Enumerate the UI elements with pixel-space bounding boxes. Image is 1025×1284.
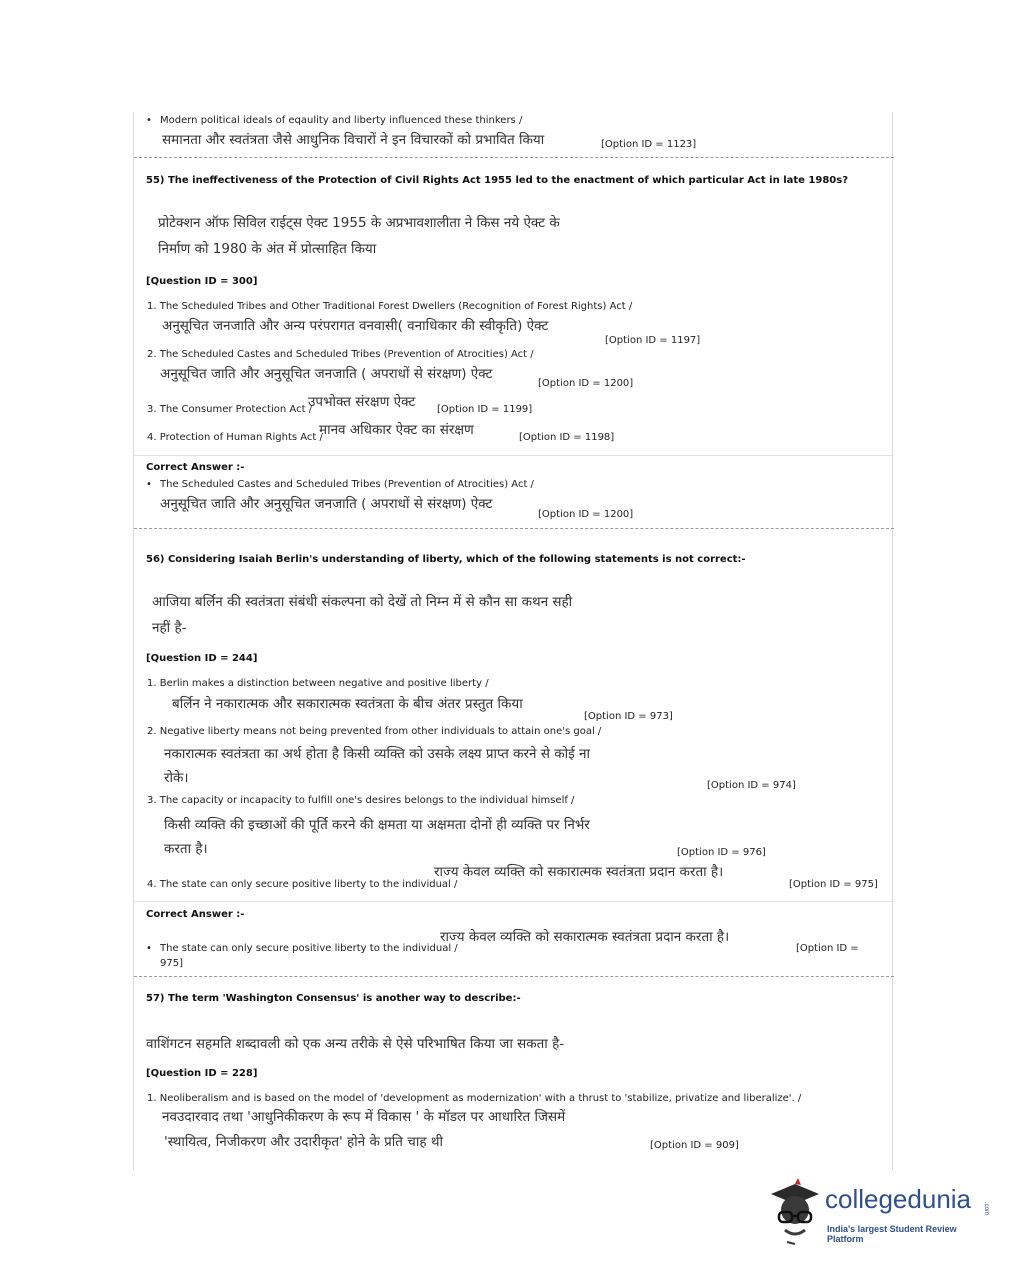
q55-correct-answer-label: Correct Answer :-: [146, 462, 245, 473]
divider: [134, 455, 894, 456]
q56-answer-english: The state can only secure positive liberty to the individual /: [160, 943, 458, 954]
q56-option-3-hindi-line2: करता है।: [164, 841, 208, 857]
question-57-id: [Question ID = 228]: [146, 1068, 258, 1079]
prev-option-english: Modern political ideals of eqaulity and liberty influenced these thinkers /: [160, 115, 523, 126]
q56-option-2-id: [Option ID = 974]: [707, 780, 796, 791]
q55-answer-hindi: अनुसूचित जाति और अनुसूचित जनजाति ( अपराधों से संरक्षण) ऐक्ट: [160, 496, 493, 512]
q55-option-3-hindi: उपभोक्त संरक्षण ऐक्ट: [308, 394, 416, 410]
q55-option-1-english: 1. The Scheduled Tribes and Other Traditional Forest Dwellers (Recognition of Forest Rights) Act /: [147, 301, 633, 312]
graduate-cap-mascot-icon: [765, 1176, 825, 1248]
q56-option-1-hindi: बर्लिन ने नकारात्मक और सकारात्मक स्वतंत्रता के बीच अंतर प्रस्तुत किया: [172, 696, 523, 712]
q57-option-1-id: [Option ID = 909]: [650, 1140, 739, 1151]
q55-answer-english: The Scheduled Castes and Scheduled Tribes (Prevention of Atrocities) Act /: [160, 479, 534, 490]
q55-answer-id: [Option ID = 1200]: [538, 509, 634, 520]
q55-option-4-id: [Option ID = 1198]: [519, 432, 615, 443]
question-56-id: [Question ID = 244]: [146, 653, 258, 664]
logo-tagline: India's largest Student Review Platform: [827, 1224, 957, 1244]
q57-option-1-hindi-line2: 'स्थायित्व, निजीकरण और उदारीकृत' होने के प्रति चाह थी: [164, 1134, 443, 1150]
q55-option-1-id: [Option ID = 1197]: [605, 335, 701, 346]
q56-option-3-hindi-line1: किसी व्यक्ति की इच्छाओं की पूर्ति करने की क्षमता या अक्षमता दोनों ही व्यक्ति पर निर्भर: [164, 817, 590, 833]
q55-option-1-hindi: अनुसूचित जनजाति और अन्य परंपरागत वनवासी( वनाधिकार की स्वीकृति) ऐक्ट: [162, 318, 549, 334]
q55-option-2-hindi: अनुसूचित जाति और अनुसूचित जनजाति ( अपराधों से संरक्षण) ऐक्ट: [160, 366, 493, 382]
q56-correct-answer-label: Correct Answer :-: [146, 909, 245, 920]
collegedunia-logo: [765, 1176, 995, 1248]
q57-option-1-hindi-line1: नवउदारवाद तथा 'आधुनिकीकरण के रूप में विकास ' के मॉडल पर आधारित जिसमें: [162, 1109, 566, 1125]
q56-option-2-english: 2. Negative liberty means not being prevented from other individuals to attain one's goal /: [147, 726, 602, 737]
q55-option-4-english: 4. Protection of Human Rights Act /: [147, 432, 323, 443]
q56-option-1-english: 1. Berlin makes a distinction between negative and positive liberty /: [147, 678, 489, 689]
q55-option-4-hindi: मानव अधिकार ऐक्ट का संरक्षण: [319, 422, 474, 438]
question-56-text: 56) Considering Isaiah Berlin's understanding of liberty, which of the following statements is not correct:-: [146, 554, 746, 565]
q56-option-1-id: [Option ID = 973]: [584, 711, 673, 722]
question-56-hindi-line2: नहीं है-: [152, 620, 187, 636]
question-55-hindi-line2: निर्माण को 1980 के अंत में प्रोत्साहित किया: [158, 241, 377, 257]
q56-option-2-hindi-line1: नकारात्मक स्वतंत्रता का अर्थ होता है किसी व्यक्ति को उसके लक्ष्य प्राप्त करने से कोई ना: [164, 746, 591, 762]
bullet: •: [146, 115, 152, 126]
bullet: •: [146, 943, 152, 954]
question-57-text: 57) The term 'Washington Consensus' is another way to describe:-: [146, 993, 521, 1004]
logo-dotcom: .com: [983, 1202, 989, 1216]
q55-option-3-english: 3. The Consumer Protection Act /: [147, 404, 313, 415]
divider: [134, 528, 894, 529]
q56-option-3-english: 3. The capacity or incapacity to fulfill one's desires belongs to the individual himself /: [147, 795, 575, 806]
q57-option-1-english: 1. Neoliberalism and is based on the model of 'development as modernization' with a thrust to 'stabilize, privatize and liberalize'. /: [147, 1093, 802, 1104]
q56-option-2-hindi-line2: रोके।: [164, 770, 189, 786]
question-55-id: [Question ID = 300]: [146, 276, 258, 287]
question-55-text: 55) The ineffectiveness of the Protection of Civil Rights Act 1955 led to the enactment of which particular Act in late 1980s?: [146, 175, 849, 186]
divider: [134, 901, 894, 902]
q56-answer-id-part2: 975]: [160, 958, 183, 969]
logo-wordmark: collegedunia: [825, 1184, 972, 1214]
divider: [134, 157, 894, 158]
question-paper-page: [133, 112, 893, 1170]
q56-option-3-id: [Option ID = 976]: [677, 847, 766, 858]
question-55-hindi-line1: प्रोटेक्शन ऑफ सिविल राईट्स ऐक्ट 1955 के अप्रभावशालीता ने किस नये ऐक्ट के: [158, 215, 560, 231]
prev-option-id: [Option ID = 1123]: [601, 139, 697, 150]
q55-option-2-english: 2. The Scheduled Castes and Scheduled Tribes (Prevention of Atrocities) Act /: [147, 349, 534, 360]
q56-answer-hindi: राज्य केवल व्यक्ति को सकारात्मक स्वतंत्रता प्रदान करता है।: [440, 929, 730, 945]
question-56-hindi-line1: आजिया बर्लिन की स्वतंत्रता संबंधी संकल्पना को देखें तो निम्न में से कौन सा कथन सही: [152, 594, 573, 610]
q56-option-4-hindi: राज्य केवल व्यक्ति को सकारात्मक स्वतंत्रता प्रदान करता है।: [434, 864, 724, 880]
q56-answer-id-part1: [Option ID =: [796, 943, 859, 954]
q56-option-4-id: [Option ID = 975]: [789, 879, 878, 890]
divider: [134, 976, 894, 977]
bullet: •: [146, 479, 152, 490]
question-57-hindi: वाशिंगटन सहमति शब्दावली को एक अन्य तरीके से ऐसे परिभाषित किया जा सकता है-: [146, 1036, 565, 1052]
q55-option-3-id: [Option ID = 1199]: [437, 404, 533, 415]
prev-option-hindi: समानता और स्वतंत्रता जैसे आधुनिक विचारों ने इन विचारकों को प्रभावित किया: [162, 132, 545, 148]
q55-option-2-id: [Option ID = 1200]: [538, 378, 634, 389]
q56-option-4-english: 4. The state can only secure positive liberty to the individual /: [147, 879, 458, 890]
